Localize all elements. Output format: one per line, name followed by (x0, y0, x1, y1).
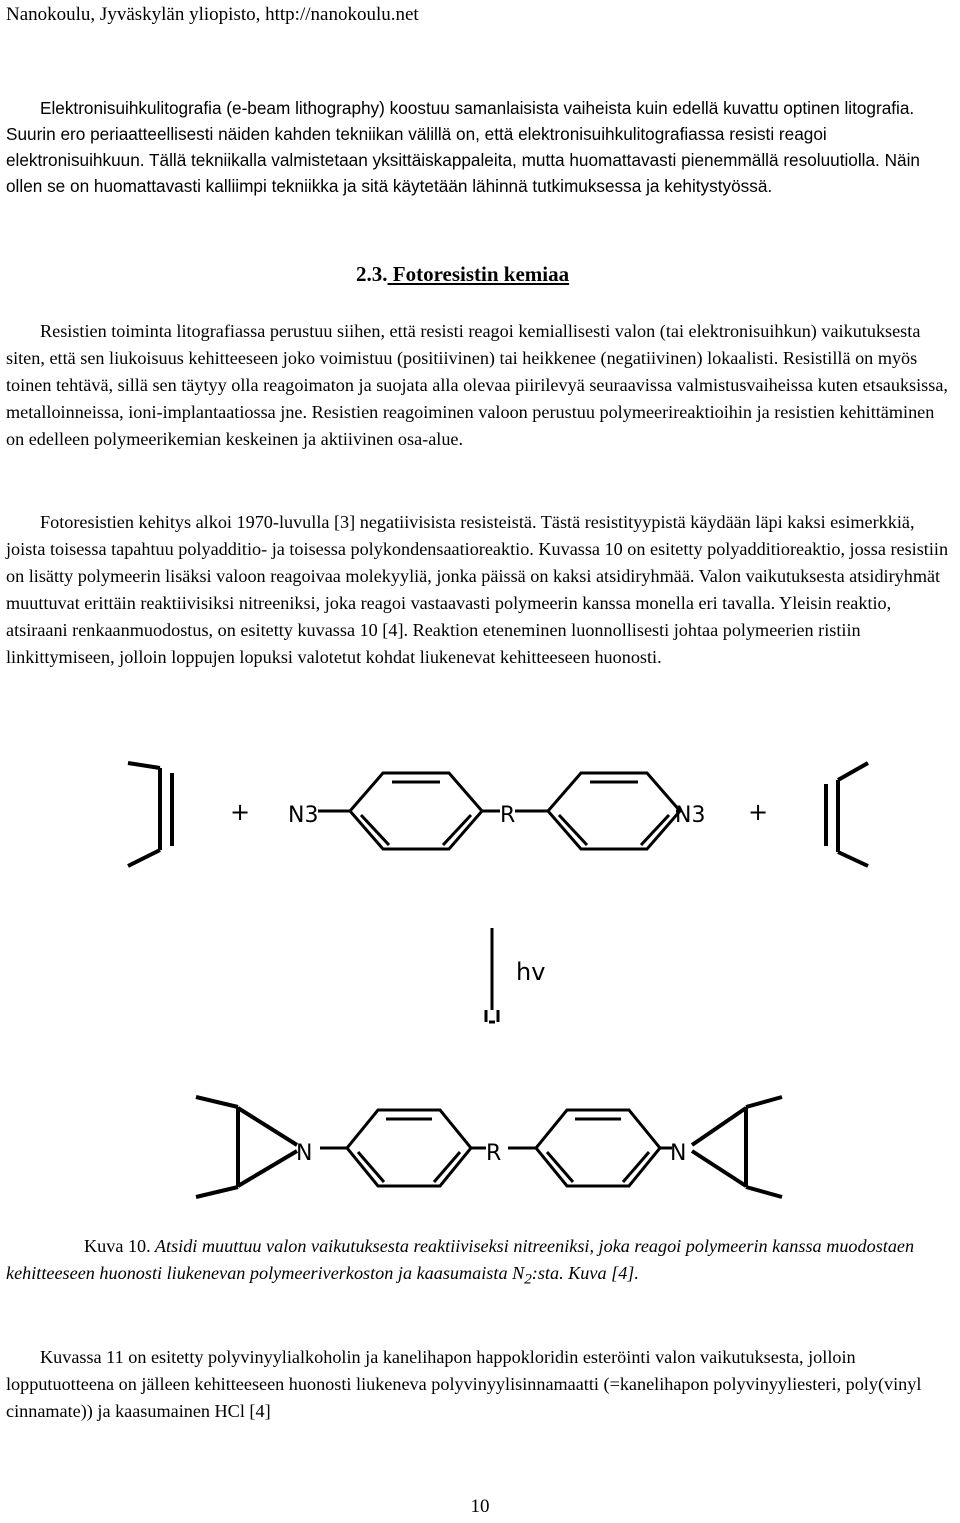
section-title: Fotoresistin kemiaa (387, 262, 570, 286)
left-alkene (128, 763, 172, 866)
right-aziridine (692, 1097, 782, 1197)
azide-label-left: N3 (288, 803, 319, 828)
caption-label: Kuva 10. (84, 1236, 151, 1256)
light-label: hv (516, 958, 546, 986)
document-header: Nanokoulu, Jyväskylän yliopisto, http://nanokoulu.net (6, 4, 419, 25)
bottom-benzene-right (536, 1110, 660, 1186)
intro-paragraph: Elektronisuihkulitografia (e-beam lithography) koostuu samanlaisista vaiheista kuin edellä kuvattu optinen litografia. Suurin ero periaatteellisesti näiden kahden tekniikan välillä on, että elektronisuihkulitografiassa resisti reagoi elektronisuihkuun. Tällä tekniikalla valmistetaan yksittäiskappaleita, mutta huomattavasti pienemmällä resoluutiolla. Näin ollen se on huomattavasti kalliimpi tekniikka ja sitä käytetään lähinnä tutkimuksessa ja kehitystyössä. (6, 98, 920, 196)
top-benzene-right (548, 773, 680, 849)
nitrogen-label-right: N (670, 1141, 687, 1166)
bottom-benzene-left (347, 1110, 471, 1186)
body-paragraph-2: Fotoresistien kehitys alkoi 1970-luvulla [3] negatiivisista resisteistä. Tästä resistityypistä käydään läpi kaksi esimerkkiä, joista toisessa tapahtuu polyadditio- ja toisessa polykondensaatioreaktio. Kuvassa 10 on esitetty polyadditioreaktio, jossa resistiin on lisätty polymeerin lisäksi valoon reagoivaa molekyyliä, jonka päissä on kaksi atsidiryhmää. Valon vaikutuksesta atsidiryhmät muuttuvat erittäin reaktiivisiksi nitreeniksi, joka reagoi vastaavasti polymeerin kanssa monella eri tavalla. Yleisin reaktio, atsiraani renkaanmuodostus, on esitetty kuvassa 10 [4]. Reaktion eteneminen luonnollisesti johtaa polymeerien ristiin linkittymiseen, jolloin loppujen lopuksi valotetut kohdat liukenevat kehitteeseen huonosti. (6, 512, 949, 667)
body-paragraph-1: Resistien toiminta litografiassa perustuu siihen, että resisti reagoi kemiallisesti valon (tai elektronisuihkun) vaikutuksesta siten, että sen liukoisuus kehitteeseen joko voimistuu (positiivinen) tai heikkenee (negatiivinen) lokaalisti. Resistillä on myös toinen tehtävä, sillä sen täytyy olla reagoimaton ja suojata alla olevaa piirilevyä seuraavissa valmistusvaiheissa kuten etsauksissa, metalloinneissa, ioni-implantaatiossa jne. Resistien reagoiminen valoon perustuu polymeerireaktioihin ja resistien kehittäminen on edelleen polymeerikemian keskeinen ja aktiivinen osa-alue. (6, 321, 948, 449)
r-group-label-bottom: R (486, 1141, 502, 1166)
r-group-label-top: R (500, 803, 516, 828)
plus-sign-right: + (748, 798, 769, 826)
plus-sign-left: + (230, 798, 251, 826)
page-number: 10 (470, 1496, 490, 1517)
top-benzene-left (350, 773, 482, 849)
closing-paragraph: Kuvassa 11 on esitetty polyvinyylialkoholin ja kanelihapon happokloridin esteröinti valon vaikutuksesta, jolloin lopputuotteena on jälleen kehitteeseen huonosti liukeneva polyvinyylisinnamaatti (=kanelihapon polyvinyyliesteri, poly(vinyl cinnamate)) ja kaasumainen HCl [4] (6, 1347, 922, 1421)
caption-text-a: Atsidi muuttuu valon vaikutuksesta reaktiiviseksi nitreeniksi, joka reagoi polymeerin kanssa muodostaen kehitteeseen huonosti liukenevan polymeeriverkoston ja kaasumaista N (6, 1236, 915, 1283)
section-number: 2.3. (356, 262, 388, 286)
figure-caption (6, 1233, 956, 1293)
left-aziridine (196, 1097, 297, 1197)
reaction-arrow (486, 928, 498, 1022)
azide-label-right: N3 (675, 803, 706, 828)
caption-text-b: :sta. Kuva [4]. (531, 1263, 639, 1283)
right-alkene (826, 763, 868, 866)
caption-subscript: 2 (524, 1270, 532, 1288)
nitrogen-label-left: N (296, 1141, 313, 1166)
